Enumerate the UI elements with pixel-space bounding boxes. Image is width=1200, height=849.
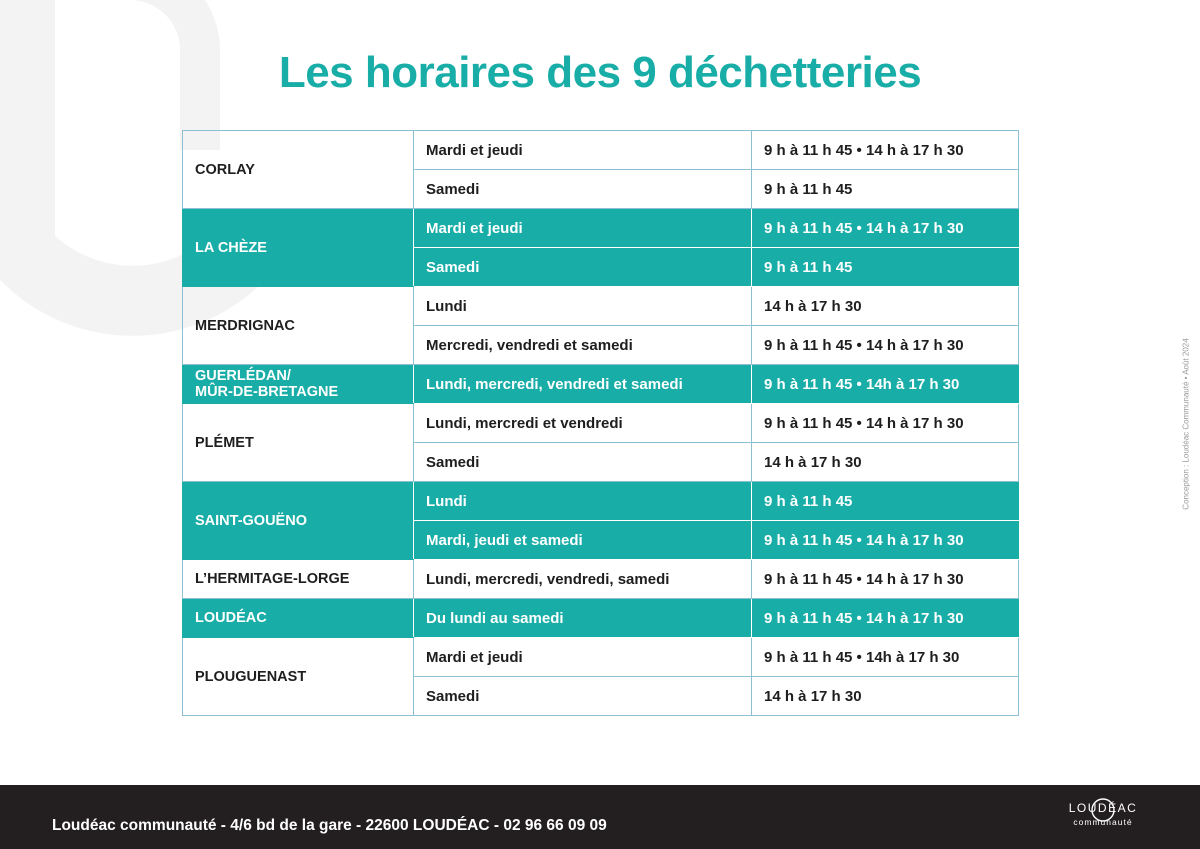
schedule-table	[182, 130, 1019, 716]
opening-days: Samedi	[414, 443, 752, 482]
opening-days: Mercredi, vendredi et samedi	[414, 326, 752, 365]
table-row	[183, 404, 1019, 443]
logo-subtitle: communauté	[1073, 817, 1133, 827]
opening-hours: 9 h à 11 h 45	[752, 248, 1019, 287]
location-label: PLÉMET	[195, 434, 254, 451]
opening-hours: 14 h à 17 h 30	[752, 677, 1019, 716]
opening-hours: 9 h à 11 h 45 • 14 h à 17 h 30	[752, 404, 1019, 443]
table-row	[183, 599, 1019, 638]
location-label: L’HERMITAGE-LORGE	[195, 571, 350, 587]
page-title: Les horaires des 9 déchetteries	[278, 48, 922, 97]
table-row	[183, 131, 1019, 170]
footer-address: Loudéac communauté - 4/6 bd de la gare - 22600 LOUDÉAC - 02 96 66 09 09	[52, 817, 607, 834]
opening-days: Samedi	[414, 248, 752, 287]
opening-hours: 9 h à 11 h 45 • 14 h à 17 h 30	[752, 131, 1019, 170]
opening-hours: 14 h à 17 h 30	[752, 443, 1019, 482]
opening-days: Lundi	[414, 482, 752, 521]
location-name	[183, 599, 414, 638]
opening-days: Mardi, jeudi et samedi	[414, 521, 752, 560]
location-name	[183, 482, 414, 560]
table-row	[183, 482, 1019, 521]
table-row	[183, 287, 1019, 326]
opening-days: Mardi et jeudi	[414, 638, 752, 677]
opening-hours: 9 h à 11 h 45	[752, 482, 1019, 521]
location-label: PLOUGUENAST	[195, 668, 307, 685]
location-label: GUERLÉDAN/	[195, 368, 291, 384]
opening-days: Mardi et jeudi	[414, 209, 752, 248]
opening-days: Lundi, mercredi, vendredi et samedi	[414, 365, 752, 404]
location-name	[183, 365, 414, 404]
loudeac-logo	[1066, 799, 1146, 839]
location-label: SAINT-GOUËNO	[195, 512, 307, 529]
logo-wordmark: LOUDÉAC	[1068, 801, 1138, 815]
footer	[0, 785, 1200, 849]
table-row	[183, 365, 1019, 404]
opening-hours: 9 h à 11 h 45 • 14 h à 17 h 30	[752, 326, 1019, 365]
location-label: LA CHÈZE	[195, 239, 267, 256]
location-label-line2: MÛR-DE-BRETAGNE	[195, 384, 339, 400]
opening-days: Lundi, mercredi, vendredi, samedi	[414, 560, 752, 599]
location-name	[183, 560, 414, 599]
design-credit: Conception : Loudéac Communauté • Août 2024	[1181, 338, 1191, 510]
location-name	[183, 209, 414, 287]
table-row	[183, 560, 1019, 599]
opening-hours: 14 h à 17 h 30	[752, 287, 1019, 326]
opening-hours: 9 h à 11 h 45 • 14 h à 17 h 30	[752, 521, 1019, 560]
opening-days: Mardi et jeudi	[414, 131, 752, 170]
opening-hours: 9 h à 11 h 45 • 14 h à 17 h 30	[752, 560, 1019, 599]
table-row	[183, 209, 1019, 248]
location-name	[183, 638, 414, 716]
opening-hours: 9 h à 11 h 45 • 14h à 17 h 30	[752, 365, 1019, 404]
location-label: MERDRIGNAC	[195, 317, 295, 334]
location-name	[183, 131, 414, 209]
opening-days: Du lundi au samedi	[414, 599, 752, 638]
opening-hours: 9 h à 11 h 45 • 14h à 17 h 30	[752, 638, 1019, 677]
table-row	[183, 638, 1019, 677]
opening-hours: 9 h à 11 h 45 • 14 h à 17 h 30	[752, 599, 1019, 638]
location-label: LOUDÉAC	[195, 610, 267, 626]
opening-days: Lundi, mercredi et vendredi	[414, 404, 752, 443]
location-name	[183, 404, 414, 482]
location-name	[183, 287, 414, 365]
location-label: CORLAY	[195, 161, 255, 178]
opening-days: Samedi	[414, 677, 752, 716]
opening-days: Lundi	[414, 287, 752, 326]
opening-hours: 9 h à 11 h 45 • 14 h à 17 h 30	[752, 209, 1019, 248]
opening-days: Samedi	[414, 170, 752, 209]
opening-hours: 9 h à 11 h 45	[752, 170, 1019, 209]
